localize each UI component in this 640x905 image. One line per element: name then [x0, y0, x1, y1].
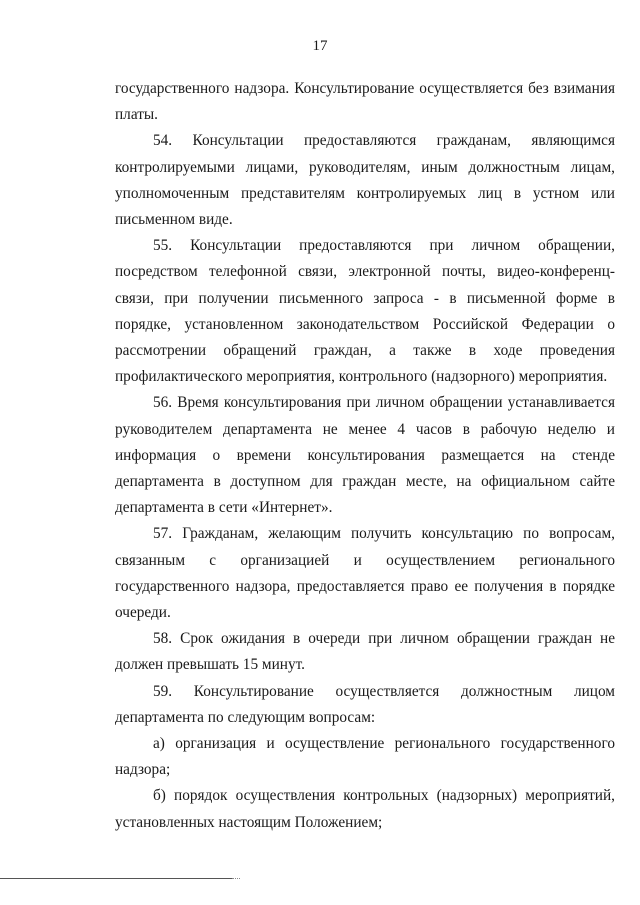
footer-divider-tail: [232, 878, 240, 879]
paragraph-54: 54. Консультации предоставляются гражданам, являющимся контролируемыми лицами, руководителям, иным должностным лицам, уполномоченным представителям контролируемых лиц в устном или письменном виде.: [115, 132, 615, 229]
paragraph-59: 59. Консультирование осуществляется должностным лицом департамента по следующим вопросам:: [115, 682, 615, 726]
paragraph-59-a: а) организация и осуществление регионального государственного надзора;: [115, 735, 615, 779]
paragraph-56: 56. Время консультирования при личном обращении устанавливается руководителем департамента не менее 4 часов в рабочую неделю и информация о времени консультирования размещается на стенде департамента в доступном для граждан месте, на официальном сайте департамента в сети «Интернет».: [115, 394, 615, 517]
footer-divider: [0, 878, 232, 879]
page-number: 17: [312, 38, 328, 54]
document-body: [115, 76, 615, 836]
paragraph-59-b: б) порядок осуществления контрольных (надзорных) мероприятий, установленных настоящим Положением;: [115, 787, 615, 831]
paragraph-55: 55. Консультации предоставляются при личном обращении, посредством телефонной связи, электронной почты, видео-конференц-связи, при получении письменного запроса - в письменной форме в порядке, установленном законодательством Российской Федерации о рассмотрении обращений граждан, а также в ходе проведения профилактического мероприятия, контрольного (надзорного) мероприятия.: [115, 237, 615, 386]
paragraph-continuation: государственного надзора. Консультирование осуществляется без взимания платы.: [115, 80, 615, 124]
paragraph-57: 57. Гражданам, желающим получить консультацию по вопросам, связанным с организацией и осуществлением регионального государственного надзора, предоставляется право ее получения в порядке очереди.: [115, 525, 615, 622]
paragraph-58: 58. Срок ожидания в очереди при личном обращении граждан не должен превышать 15 минут.: [115, 630, 615, 674]
